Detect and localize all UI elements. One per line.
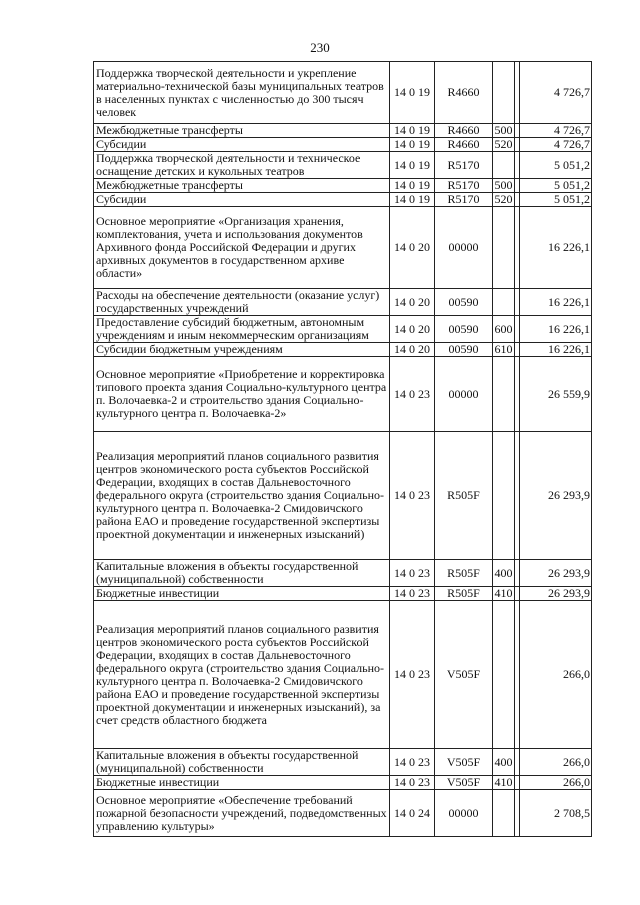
row-code-cell: 00590: [435, 289, 493, 316]
row-name-cell: Бюджетные инвестиции: [94, 776, 390, 790]
row-section-cell: 14 0 19: [390, 124, 435, 138]
row-code-cell: V505F: [435, 776, 493, 790]
row-code-cell: R4660: [435, 62, 493, 124]
row-name-cell: Основное мероприятие «Приобретение и корректировка типового проекта здания Социально-культурного центра п. Волочаевка-2 и строительство здания Социально-культурного центра п. Волочаевка-2»: [94, 357, 390, 432]
row-name-cell: Субсидии: [94, 138, 390, 152]
row-amount-cell: 4 726,7: [520, 62, 592, 124]
row-section-cell: 14 0 23: [390, 560, 435, 587]
table-row: [94, 587, 592, 601]
row-expense-type-cell: [493, 62, 515, 124]
budget-table-body: [94, 62, 592, 837]
table-row: [94, 343, 592, 357]
row-name-cell: Капитальные вложения в объекты государственной (муниципальной) собственности: [94, 749, 390, 776]
row-name-cell: Реализация мероприятий планов социального развития центров экономического роста субъектов Российской Федерации, входящих в состав Дальневосточного федерального округа (строительство здания Социально-культурного центра п. Волочаевка-2 Смидовичского района ЕАО и проведение государственной экспертизы проектной документации и инженерных изысканий), за счет средств областного бюджета: [94, 601, 390, 749]
row-section-cell: 14 0 20: [390, 289, 435, 316]
row-section-cell: 14 0 19: [390, 179, 435, 193]
row-name-cell: Основное мероприятие «Организация хранения, комплектования, учета и использования документов Архивного фонда Российской Федерации и других архивных документов в государственном архиве области»: [94, 207, 390, 289]
row-code-cell: 00000: [435, 207, 493, 289]
row-code-cell: R505F: [435, 560, 493, 587]
table-row: [94, 357, 592, 432]
table-row: [94, 316, 592, 343]
row-name-cell: Предоставление субсидий бюджетным, автономным учреждениям и иным некоммерческим организациям: [94, 316, 390, 343]
table-row: [94, 776, 592, 790]
row-amount-cell: 26 293,9: [520, 432, 592, 560]
table-row: [94, 138, 592, 152]
row-expense-type-cell: [493, 432, 515, 560]
row-name-cell: Реализация мероприятий планов социального развития центров экономического роста субъектов Российской Федерации, входящих в состав Дальневосточного федерального округа (строительство здания Социально-культурного центра п. Волочаевка-2 Смидовичского района ЕАО и проведение государственной экспертизы проектной документации и инженерных изысканий): [94, 432, 390, 560]
row-code-cell: R5170: [435, 179, 493, 193]
row-expense-type-cell: [493, 152, 515, 179]
row-code-cell: V505F: [435, 749, 493, 776]
row-expense-type-cell: 400: [493, 560, 515, 587]
row-amount-cell: 4 726,7: [520, 124, 592, 138]
row-code-cell: R4660: [435, 124, 493, 138]
row-amount-cell: 266,0: [520, 749, 592, 776]
row-code-cell: 00000: [435, 790, 493, 837]
table-row: [94, 749, 592, 776]
row-expense-type-cell: 400: [493, 749, 515, 776]
row-amount-cell: 266,0: [520, 601, 592, 749]
row-section-cell: 14 0 23: [390, 432, 435, 560]
row-section-cell: 14 0 19: [390, 62, 435, 124]
row-code-cell: 00590: [435, 343, 493, 357]
table-row: [94, 790, 592, 837]
row-code-cell: R5170: [435, 152, 493, 179]
row-amount-cell: 16 226,1: [520, 316, 592, 343]
page-number: 230: [310, 40, 330, 55]
row-name-cell: Поддержка творческой деятельности и техническое оснащение детских и кукольных театров: [94, 152, 390, 179]
row-amount-cell: 4 726,7: [520, 138, 592, 152]
row-section-cell: 14 0 23: [390, 601, 435, 749]
row-amount-cell: 16 226,1: [520, 207, 592, 289]
row-expense-type-cell: 610: [494, 342, 513, 356]
row-name-cell: Бюджетные инвестиции: [94, 587, 390, 601]
row-expense-type-cell: [493, 790, 515, 837]
row-name-cell: Поддержка творческой деятельности и укрепление материально-технической базы муниципальных театров в населенных пунктах с численностью до 300 тысяч человек: [94, 62, 390, 124]
table-row: [94, 193, 592, 207]
row-amount-cell: 26 559,9: [520, 357, 592, 432]
table-row: [94, 601, 592, 749]
row-name-cell: Основное мероприятие «Обеспечение требований пожарной безопасности учреждений, подведомственных управлению культуры»: [94, 790, 390, 837]
row-name-cell: Расходы на обеспечение деятельности (оказание услуг) государственных учреждений: [94, 289, 390, 316]
row-code-cell: R4660: [435, 138, 493, 152]
row-amount-cell: 5 051,2: [520, 179, 592, 193]
row-amount-cell: 16 226,1: [520, 343, 592, 357]
row-section-cell: 14 0 20: [390, 316, 435, 343]
row-amount-cell: 5 051,2: [520, 152, 592, 179]
row-section-cell: 14 0 19: [390, 152, 435, 179]
row-expense-type-cell: [493, 289, 515, 316]
row-amount-cell: 26 293,9: [520, 560, 592, 587]
table-row: [94, 179, 592, 193]
row-section-cell: 14 0 20: [390, 343, 435, 357]
table-row: [94, 62, 592, 124]
row-amount-cell: 26 293,9: [520, 587, 592, 601]
row-name-cell: Субсидии бюджетным учреждениям: [94, 343, 390, 357]
row-expense-type-cell: [493, 207, 515, 289]
row-expense-type-cell: 600: [493, 316, 515, 343]
row-expense-type-cell: 500: [494, 178, 513, 192]
row-section-cell: 14 0 23: [390, 749, 435, 776]
row-section-cell: 14 0 19: [390, 138, 435, 152]
row-amount-cell: 5 051,2: [520, 193, 592, 207]
table-row: [94, 289, 592, 316]
row-name-cell: Межбюджетные трансферты: [94, 179, 390, 193]
row-section-cell: 14 0 23: [390, 776, 435, 790]
budget-table: [93, 61, 592, 837]
row-code-cell: 00590: [435, 316, 493, 343]
row-expense-type-cell: 520: [494, 192, 513, 206]
row-code-cell: R505F: [435, 432, 493, 560]
table-row: [94, 152, 592, 179]
row-name-cell: Межбюджетные трансферты: [94, 124, 390, 138]
table-row: [94, 124, 592, 138]
row-code-cell: R505F: [435, 587, 493, 601]
table-row: [94, 432, 592, 560]
row-amount-cell: 266,0: [520, 776, 592, 790]
row-expense-type-cell: 410: [494, 775, 513, 789]
row-expense-type-cell: 500: [494, 123, 513, 137]
row-name-cell: Субсидии: [94, 193, 390, 207]
row-code-cell: 00000: [435, 357, 493, 432]
table-row: [94, 560, 592, 587]
row-code-cell: V505F: [435, 601, 493, 749]
row-amount-cell: 16 226,1: [520, 289, 592, 316]
row-name-cell: Капитальные вложения в объекты государственной (муниципальной) собственности: [94, 560, 390, 587]
table-row: [94, 207, 592, 289]
row-section-cell: 14 0 23: [390, 587, 435, 601]
row-expense-type-cell: 410: [494, 586, 513, 600]
row-amount-cell: 2 708,5: [520, 790, 592, 837]
row-expense-type-cell: [493, 601, 515, 749]
row-section-cell: 14 0 20: [390, 207, 435, 289]
row-expense-type-cell: 520: [494, 137, 513, 151]
row-section-cell: 14 0 23: [390, 357, 435, 432]
row-expense-type-cell: [493, 357, 515, 432]
row-code-cell: R5170: [435, 193, 493, 207]
row-section-cell: 14 0 24: [390, 790, 435, 837]
row-section-cell: 14 0 19: [390, 193, 435, 207]
